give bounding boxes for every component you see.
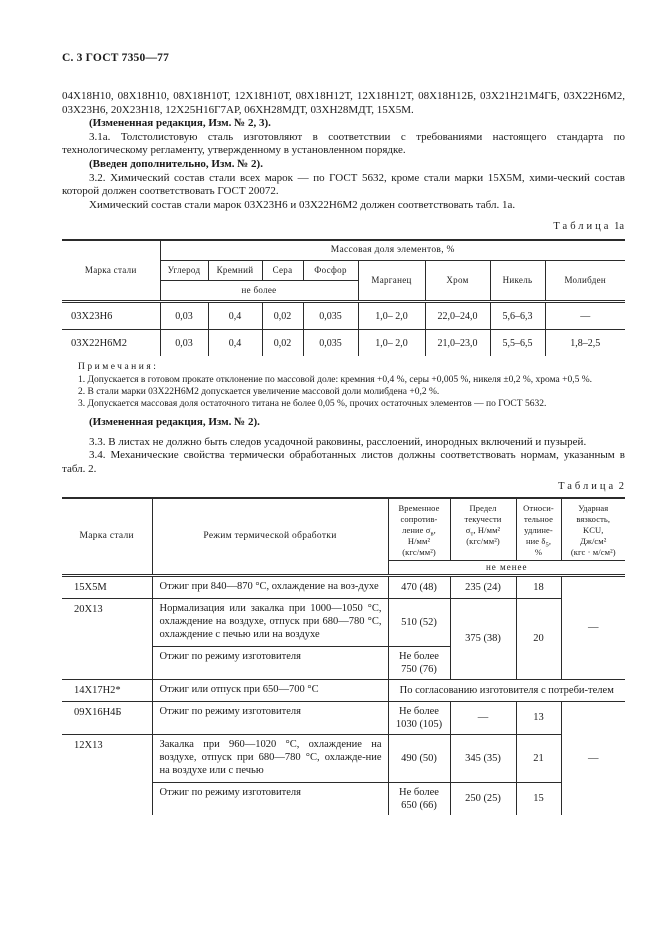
col-header-tensile-strength	[388, 498, 450, 561]
table-row	[62, 701, 625, 734]
table-2-label	[62, 481, 624, 492]
cell-yield: 235 (24)	[450, 575, 516, 598]
page-header: С. 3 ГОСТ 7350—77	[62, 52, 170, 64]
cell-yield: 250 (25)	[450, 782, 516, 815]
cell-tensile: Не более 650 (66)	[388, 782, 450, 815]
table-row	[62, 679, 625, 701]
cell-elongation: 15	[516, 782, 561, 815]
cell-value: 21,0–23,0	[425, 330, 490, 357]
cell-tensile: 470 (48)	[388, 575, 450, 598]
col-header-nickel: Никель	[490, 261, 545, 302]
subheader-not-less: не менее	[388, 560, 625, 575]
cell-grade: 15Х5М	[62, 575, 152, 598]
note-item: 3. Допускается массовая доля остаточного титана не более 0,05 %, прочих остаточных элементов — по ГОСТ 5632.	[78, 398, 547, 409]
paragraph-3-4: 3.4. Механические свойства термически обработанных листов должны соответствовать нормам, указанным в табл. 2.	[62, 449, 625, 475]
col-header-manganese: Марганец	[358, 261, 425, 302]
cell-value: 22,0–24,0	[425, 302, 490, 330]
paragraph-amended-2: (Измененная редакция, Изм. № 2).	[89, 416, 260, 429]
symbol-text: ,	[433, 524, 436, 535]
header-line: (кгс · м/см²)	[570, 546, 616, 557]
cell-value: —	[545, 302, 625, 330]
col-header-mass-fraction: Массовая доля элементов, %	[160, 240, 625, 261]
table-row	[62, 302, 625, 330]
cell-tensile: 490 (50)	[388, 734, 450, 782]
note-item: 2. В стали марки 03Х22Н6М2 допускается увеличение массовой доли молибдена +0,2 %.	[78, 386, 440, 397]
cell-heat-treatment: Отжиг по режиму изготовителя	[152, 701, 388, 734]
cell-yield: —	[450, 701, 516, 734]
mechanical-properties-table	[62, 497, 625, 815]
cell-heat-treatment: Отжиг или отпуск при 650—700 °С	[152, 679, 388, 701]
cell-yield: 345 (35)	[450, 734, 516, 782]
header-line: тельное	[524, 513, 553, 524]
table-row	[62, 330, 625, 357]
col-header-phosphorus: Фосфор	[303, 261, 358, 281]
paragraph-amended-1: (Измененная редакция, Изм. № 2, 3).	[89, 117, 271, 130]
cell-heat-treatment: Отжиг при 840—870 °С, охлаждение на воз-духе	[152, 575, 388, 598]
paragraph-3-1a: 3.1а. Толстолистовую сталь изготовляют в соответствии с требованиями настоящего стандарта по технологическому регламенту, утвержденному в установленном порядке.	[62, 130, 625, 157]
col-header-impact-strength	[561, 498, 625, 561]
header-line	[521, 536, 557, 547]
cell-value: 0,4	[208, 302, 262, 330]
col-header-molybdenum: Молибден	[545, 261, 625, 302]
cell-value: 0,02	[262, 302, 303, 330]
header-line: (кгс/мм²)	[466, 535, 500, 546]
symbol-text: ,	[548, 535, 552, 546]
cell-elongation: 13	[516, 701, 561, 734]
paragraph-3-2-cont: Химический состав стали марок 03Х23Н6 и 03Х22Н6М2 должен соответствовать табл. 1а.	[89, 198, 516, 211]
col-header-silicon: Кремний	[208, 261, 262, 281]
symbol-text: ние δ	[525, 535, 546, 546]
cell-grade: 03Х23Н6	[62, 302, 160, 330]
header-line: %	[534, 546, 543, 557]
table-label-word: Таблица	[558, 480, 617, 492]
header-line: вязкость,	[576, 513, 611, 524]
symbol-text: ление σ	[402, 524, 431, 535]
symbol-subscript: т	[470, 530, 474, 538]
cell-tensile: Не более 750 (76)	[388, 646, 450, 679]
notes-title: Примечания:	[78, 362, 159, 373]
cell-value: 1,0– 2,0	[358, 330, 425, 357]
cell-value: 0,02	[262, 330, 303, 357]
chemical-composition-table	[62, 239, 625, 356]
cell-heat-treatment: Закалка при 960—1020 °С, охлаждение на воздухе, отпуск при 680—780 °С, охлажде-ние на воздухе или с печью	[152, 734, 388, 782]
cell-by-agreement: По согласованию изготовителя с потреби-телем	[388, 679, 625, 701]
header-line: сопротив-	[400, 513, 438, 524]
paragraph-introduced: (Введен дополнительно, Изм. № 2).	[89, 157, 263, 170]
col-header-heat-treatment: Режим термической обработки	[152, 498, 388, 576]
header-line: Н/мм²	[407, 535, 431, 546]
cell-value: 0,035	[303, 330, 358, 357]
header-line: Предел	[469, 502, 497, 513]
table-label-word: Таблица	[553, 221, 612, 233]
cell-grade: 14Х17Н2*	[62, 679, 152, 701]
col-header-chromium: Хром	[425, 261, 490, 302]
cell-tensile: Не более 1030 (105)	[388, 701, 450, 734]
col-header-grade: Марка стали	[62, 498, 152, 576]
symbol-text: , Н/мм²	[473, 524, 501, 535]
symbol-text: σ	[465, 524, 471, 535]
header-line: удлине-	[524, 524, 553, 535]
header-line	[455, 525, 512, 536]
paragraph-3-3: 3.3. В листах не должно быть следов усадочной раковины, расслоений, инородных включений и пузырей.	[89, 435, 587, 448]
table-row	[62, 734, 625, 782]
cell-grade: 03Х22Н6М2	[71, 337, 128, 349]
cell-value: 0,03	[160, 330, 208, 357]
header-line: Временное	[398, 502, 440, 513]
table-label-number: 2	[618, 480, 624, 492]
notes-block	[62, 361, 625, 410]
col-header-yield-strength	[450, 498, 516, 561]
table-row	[62, 598, 625, 646]
header-line: текучести	[464, 513, 502, 524]
symbol-subscript: 5	[545, 541, 549, 549]
table-label-number: 1а	[614, 221, 624, 233]
header-line: KCU,	[583, 524, 604, 535]
cell-grade: 12Х13	[74, 739, 103, 751]
cell-value: 5,5–6,5	[490, 330, 545, 357]
cell-elongation: 18	[516, 575, 561, 598]
col-header-sulfur: Сера	[262, 261, 303, 281]
cell-grade: 20Х13	[62, 598, 152, 679]
cell-elongation: 21	[516, 734, 561, 782]
header-line: Относи-	[523, 502, 554, 513]
note-item: 1. Допускается в готовом прокате отклонение по массовой доле: кремния +0,4 %, серы +0,005 %, никеля ±0,2 %, хрома +0,5 %.	[78, 374, 593, 385]
header-line: Ударная	[578, 502, 609, 513]
cell-value: 1,0– 2,0	[358, 302, 425, 330]
col-header-elongation	[516, 498, 561, 561]
header-line: (кгс/мм²)	[402, 546, 436, 557]
cell-impact: —	[561, 575, 625, 679]
cell-value: 1,8–2,5	[545, 330, 625, 357]
col-header-grade: Марка стали	[62, 240, 160, 302]
table-row	[62, 575, 625, 598]
col-header-carbon: Углерод	[160, 261, 208, 281]
cell-grade: 09Х16Н4Б	[62, 701, 152, 734]
cell-yield: 375 (38)	[450, 598, 516, 679]
cell-impact: —	[561, 701, 625, 815]
cell-heat-treatment: Нормализация или закалка при 1000—1050 °С, охлаждение на воздухе, отпуск при 680—780 °С, охлаждение с печью или на воздухе	[152, 598, 388, 646]
paragraph-grades-list: 04Х18Н10, 08Х18Н10, 08Х18Н10Т, 12Х18Н10Т, 08Х18Н12Т, 12Х18Н12Т, 08Х18Н12Б, 03Х21Н21М4ГБ, 03Х22Н6М2, 03Х23Н6, 20Х23Н18, 12Х25Н16Г7АР, 06ХН28МДТ, 03ХН28МДТ, 15Х5М.	[62, 90, 625, 116]
table-1a-label	[62, 221, 624, 232]
header-line	[393, 525, 446, 536]
symbol-subscript: в	[430, 530, 434, 538]
cell-value: 0,4	[208, 330, 262, 357]
cell-value: 0,035	[303, 302, 358, 330]
subheader-not-more: не более	[160, 281, 358, 302]
cell-heat-treatment: Отжиг по режиму изготовителя	[152, 782, 388, 815]
cell-heat-treatment: Отжиг по режиму изготовителя	[152, 646, 388, 679]
cell-elongation: 20	[516, 598, 561, 679]
cell-value: 0,03	[160, 302, 208, 330]
header-line: Дж/см²	[580, 535, 607, 546]
cell-value: 5,6–6,3	[490, 302, 545, 330]
paragraph-3-2: 3.2. Химический состав стали всех марок — по ГОСТ 5632, кроме стали марки 15Х5М, хими-ческий состав которой должен соответствовать ГОСТ 20072.	[62, 171, 625, 198]
cell-tensile: 510 (52)	[388, 598, 450, 646]
